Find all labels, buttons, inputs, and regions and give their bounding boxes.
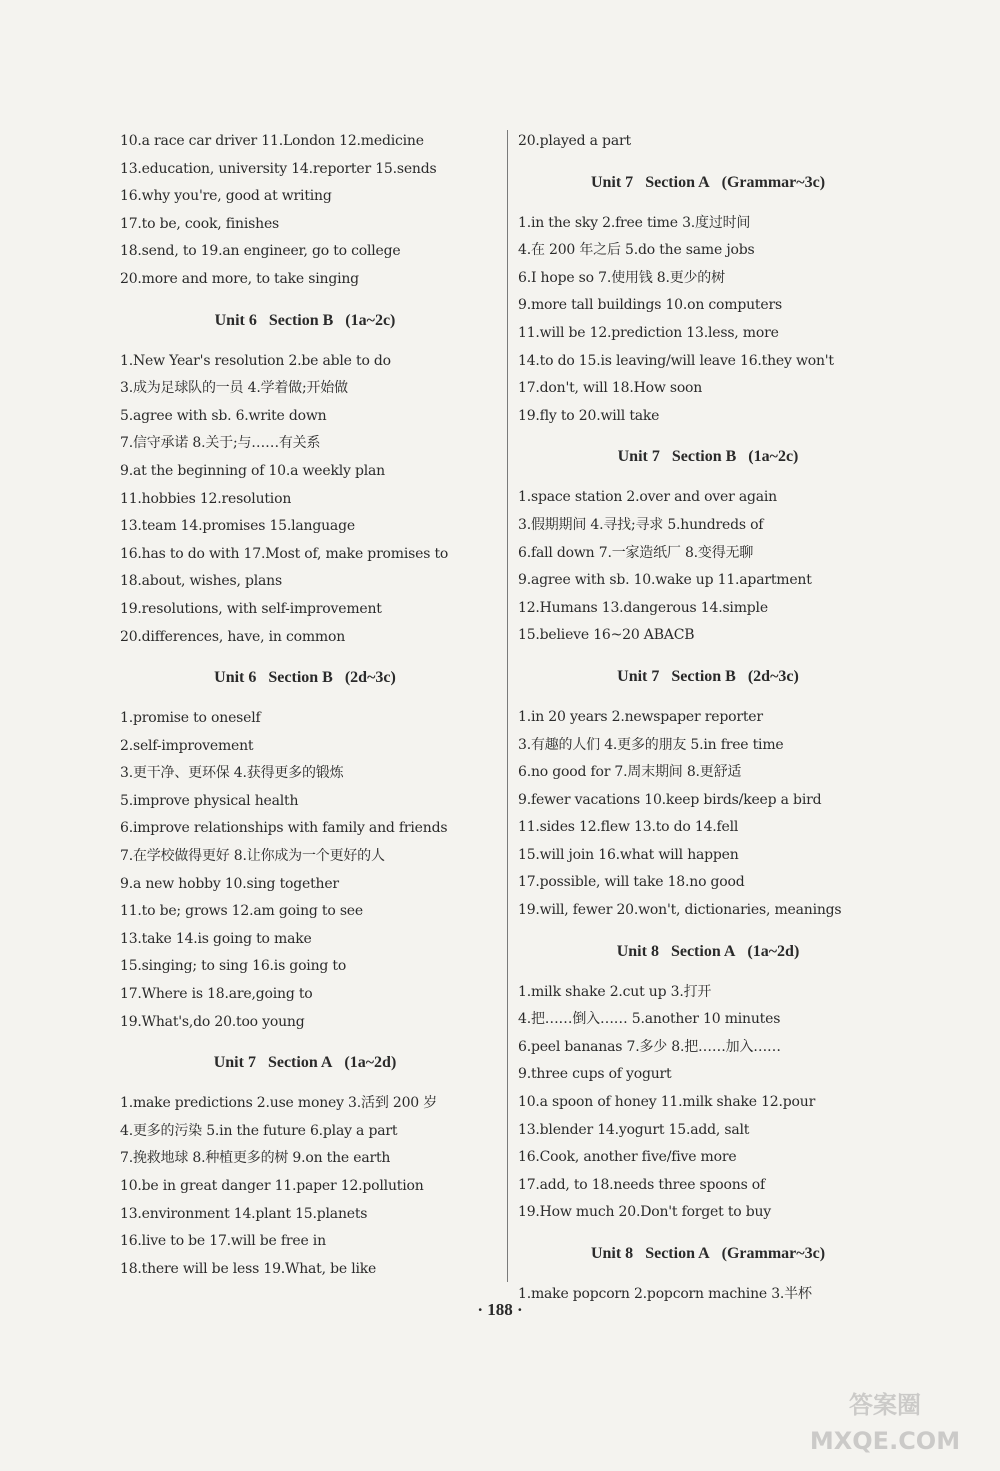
- heading-unit: Unit 6: [214, 311, 257, 329]
- answer-line: 1.in 20 years 2.newspaper reporter: [518, 708, 763, 725]
- heading-range: (Grammar~3c): [721, 1245, 826, 1262]
- heading-range: (1a~2c): [345, 311, 396, 329]
- answer-line: 5.improve physical health: [120, 792, 299, 809]
- left-column: [120, 128, 490, 1283]
- answer-line: 11.will be 12.prediction 13.less, more: [518, 324, 779, 341]
- page-number: · 188 ·: [477, 1300, 523, 1319]
- heading-section: Section A: [645, 1245, 710, 1262]
- answer-line: 11.hobbies 12.resolution: [120, 490, 292, 507]
- answer-line: 10.a spoon of honey 11.milk shake 12.pour: [518, 1094, 816, 1111]
- heading-range: (1a~2d): [747, 942, 800, 960]
- answer-line: 5.agree with sb. 6.write down: [120, 407, 327, 424]
- answer-line: 7.信守承诺 8.关于;与……有关系: [120, 435, 321, 452]
- heading-unit: Unit 7: [213, 1054, 256, 1072]
- answer-line: 11.to be; grows 12.am going to see: [120, 903, 363, 920]
- answer-line: 16.Cook, another five/five more: [518, 1149, 737, 1166]
- answer-line: 1.make predictions 2.use money 3.活到 200 岁: [120, 1095, 438, 1112]
- heading-unit: Unit 7: [617, 448, 660, 466]
- answer-line: 19.will, fewer 20.won't, dictionaries, meanings: [518, 902, 842, 919]
- answer-line: 16.has to do with 17.Most of, make promises to: [120, 545, 449, 562]
- column-divider: [507, 130, 508, 1282]
- answer-line: 3.成为足球队的一员 4.学着做;开始做: [120, 380, 348, 397]
- answer-line: 9.three cups of yogurt: [518, 1066, 672, 1083]
- answer-line: 4.把……倒入…… 5.another 10 minutes: [518, 1011, 781, 1028]
- answer-line: 3.有趣的人们 4.更多的朋友 5.in free time: [518, 736, 784, 753]
- answer-line: 6.peel bananas 7.多少 8.把……加入……: [518, 1038, 781, 1055]
- section-heading: [120, 1036, 490, 1090]
- heading-range: (1a~2c): [748, 448, 799, 466]
- answer-line: 13.team 14.promises 15.language: [120, 518, 355, 535]
- answer-line: 17.add, to 18.needs three spoons of: [518, 1176, 766, 1193]
- watermark-bottom: MXQE.COM: [809, 1427, 961, 1455]
- answer-line: 13.blender 14.yogurt 15.add, salt: [518, 1121, 750, 1138]
- watermark-top: 答案圈: [849, 1391, 921, 1419]
- answer-line: 18.about, wishes, plans: [120, 573, 282, 590]
- answer-line: 17.Where is 18.are,going to: [120, 986, 313, 1003]
- heading-section: Section A: [645, 173, 710, 191]
- answer-line: 4.更多的污染 5.in the future 6.play a part: [120, 1122, 398, 1139]
- answer-line: 19.fly to 20.will take: [518, 407, 660, 424]
- answer-line: 20.more and more, to take singing: [120, 270, 359, 287]
- answer-line: 13.education, university 14.reporter 15.sends: [120, 160, 437, 177]
- answer-line: 16.why you're, good at writing: [120, 188, 332, 205]
- answer-line: 6.no good for 7.周末期间 8.更舒适: [518, 764, 742, 781]
- answer-line: 3.假期期间 4.寻找;寻求 5.hundreds of: [518, 516, 764, 533]
- heading-section: Section B: [671, 448, 737, 466]
- answer-line: 9.more tall buildings 10.on computers: [518, 297, 782, 314]
- answer-line: 9.a new hobby 10.sing together: [120, 875, 339, 892]
- answer-line: 19.What's,do 20.too young: [120, 1013, 305, 1030]
- right-column: [518, 128, 898, 1309]
- answer-line: 4.在 200 年之后 5.do the same jobs: [518, 242, 755, 259]
- answer-line: 6.I hope so 7.使用钱 8.更少的树: [518, 269, 725, 286]
- answer-line: 9.at the beginning of 10.a weekly plan: [120, 462, 385, 479]
- answer-line: 9.fewer vacations 10.keep birds/keep a bird: [518, 791, 822, 808]
- answer-line: 1.promise to oneself: [120, 710, 261, 727]
- heading-range: (2d~3c): [344, 669, 396, 687]
- section-heading: [518, 1227, 898, 1281]
- answer-line: 1.milk shake 2.cut up 3.打开: [518, 983, 712, 1000]
- answer-line: 1.in the sky 2.free time 3.度过时间: [518, 214, 751, 231]
- answer-line: 10.a race car driver 11.London 12.medicine: [120, 133, 424, 149]
- heading-range: (2d~3c): [747, 667, 799, 685]
- heading-range: (Grammar~3c): [721, 173, 826, 191]
- answer-line: 20.differences, have, in common: [120, 628, 346, 645]
- answer-line: 10.be in great danger 11.paper 12.pollution: [120, 1178, 424, 1194]
- section-heading: [120, 651, 490, 705]
- heading-section: Section B: [268, 311, 334, 329]
- answer-line: 17.possible, will take 18.no good: [518, 874, 745, 891]
- answer-line: 15.will join 16.what will happen: [518, 846, 739, 863]
- section-heading: [518, 925, 898, 979]
- answer-line: 2.self-improvement: [120, 737, 254, 754]
- answer-line: 11.sides 12.flew 13.to do 14.fell: [518, 819, 739, 836]
- answer-line: 13.take 14.is going to make: [120, 930, 312, 947]
- answer-line: 12.Humans 13.dangerous 14.simple: [518, 599, 768, 616]
- answer-line: 18.send, to 19.an engineer, go to college: [120, 243, 401, 260]
- answer-line: 16.live to be 17.will be free in: [120, 1233, 326, 1250]
- answer-line: 15.singing; to sing 16.is going to: [120, 958, 347, 975]
- answer-line: 9.agree with sb. 10.wake up 11.apartment: [518, 572, 812, 589]
- watermark-logo: [790, 1381, 980, 1461]
- answer-line: 7.在学校做得更好 8.让你成为一个更好的人: [120, 848, 385, 865]
- section-heading: [518, 650, 898, 704]
- heading-unit: Unit 7: [617, 667, 660, 685]
- section-heading: [518, 156, 898, 210]
- heading-section: Section B: [671, 667, 736, 685]
- answer-line: 17.don't, will 18.How soon: [518, 380, 703, 397]
- heading-unit: Unit 8: [616, 942, 659, 960]
- section-heading: [120, 294, 490, 348]
- heading-section: Section B: [268, 669, 333, 687]
- answer-line: 15.believe 16~20 ABACB: [518, 627, 695, 644]
- answer-line: 7.挽救地球 8.种植更多的树 9.on the earth: [120, 1150, 391, 1167]
- answer-line: 20.played a part: [518, 133, 631, 149]
- answer-line: 1.space station 2.over and over again: [518, 489, 777, 506]
- heading-section: Section A: [670, 942, 736, 960]
- heading-unit: Unit 6: [214, 669, 257, 687]
- answer-line: 19.How much 20.Don't forget to buy: [518, 1204, 772, 1221]
- answer-line: 13.environment 14.plant 15.planets: [120, 1205, 368, 1222]
- heading-unit: Unit 8: [590, 1245, 634, 1262]
- answer-line: 14.to do 15.is leaving/will leave 16.they won't: [518, 352, 834, 369]
- answer-line: 6.improve relationships with family and friends: [120, 820, 448, 837]
- section-heading: [518, 430, 898, 484]
- answer-line: 1.make popcorn 2.popcorn machine 3.半杯: [518, 1286, 812, 1302]
- heading-unit: Unit 7: [590, 173, 634, 191]
- answer-line: 18.there will be less 19.What, be like: [120, 1260, 377, 1277]
- answer-line: 19.resolutions, with self-improvement: [120, 600, 382, 617]
- heading-range: (1a~2d): [344, 1054, 397, 1072]
- answer-line: 3.更干净、更环保 4.获得更多的锻炼: [120, 765, 344, 782]
- heading-section: Section A: [267, 1054, 333, 1072]
- answer-line: 6.fall down 7.一家造纸厂 8.变得无聊: [518, 544, 754, 561]
- answer-line: 17.to be, cook, finishes: [120, 215, 280, 232]
- answer-line: 1.New Year's resolution 2.be able to do: [120, 352, 391, 369]
